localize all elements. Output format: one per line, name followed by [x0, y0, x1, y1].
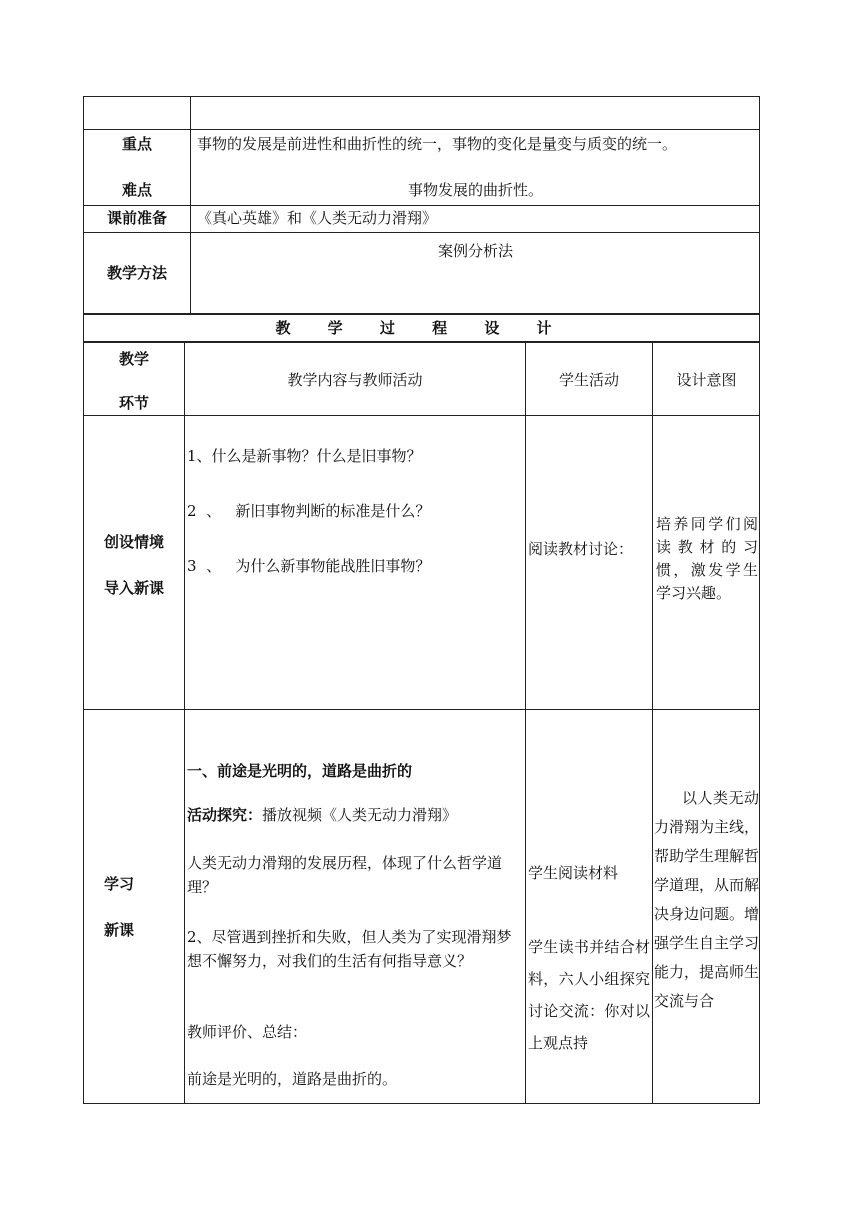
section2-question-2: 2、尽管遇到挫折和失败，但人类为了实现滑翔梦想不懈努力，对我们的生活有何指导意义？: [187, 928, 512, 970]
method-label: 教学方法: [106, 264, 167, 282]
section2-student-activity-1: 学生阅读材料: [528, 864, 619, 882]
section2-question-1: 人类无动力滑翔的发展历程，体现了什么哲学道理？: [187, 854, 503, 896]
divider: [83, 129, 760, 130]
activity-label: 活动探究：: [187, 806, 263, 824]
section2-stage-line2: 新课: [103, 921, 134, 939]
section1-stage-line1: 创设情境: [103, 533, 164, 551]
section1-design-intent: 培养同学们阅读教材的习惯，激发学生学习兴趣。: [656, 515, 758, 602]
section1-question-2: 2 、 新旧事物判断的标准是什么？: [187, 502, 431, 520]
header-intent: 设计意图: [676, 371, 737, 389]
divider: [83, 205, 760, 206]
key-point-text: 事物的发展是前进性和曲折性的统一，事物的变化是量变与质变的统一。: [197, 135, 678, 153]
process-title: 教 学 过 程 设 计: [275, 319, 568, 337]
divider: [83, 232, 760, 233]
section2-stage-line1: 学习: [103, 875, 134, 893]
divider: [652, 342, 653, 1104]
section2-teacher-evaluation: 教师评价、总结：: [187, 1023, 308, 1041]
section1-student-activity: 阅读教材讨论：: [528, 540, 634, 558]
header-stage-line2: 环节: [118, 394, 149, 412]
section2-summary: 前途是光明的，道路是曲折的。: [187, 1070, 398, 1088]
section2-activity: [187, 804, 457, 826]
section2-design-intent: 以人类无动力滑翔为主线，帮助学生理解哲学道理，从而解决身边问题。增强学生自主学习能力，提高师生交流与合: [654, 789, 759, 1010]
difficulty-text: 事物发展的曲折性。: [407, 181, 543, 199]
section2-heading: 一、前途是光明的，道路是曲折的: [187, 762, 413, 780]
divider: [184, 342, 185, 1104]
section1-stage-line2: 导入新课: [103, 579, 164, 597]
section1-question-3: 3 、 为什么新事物能战胜旧事物？: [187, 557, 431, 575]
prep-label: 课前准备: [106, 209, 167, 227]
header-content: 教学内容与教师活动: [287, 371, 423, 389]
divider: [190, 96, 191, 314]
header-student: 学生活动: [558, 371, 619, 389]
difficulty-label: 难点: [121, 181, 152, 199]
section2-student-activity-2: 学生读书并结合材料，六人小组探究讨论交流：你对以上观点持: [528, 938, 650, 1052]
key-point-label: 重点: [121, 135, 152, 153]
activity-text: 播放视频《人类无动力滑翔》: [262, 806, 458, 824]
method-text: 案例分析法: [437, 242, 513, 260]
section1-question-1: 1、什么是新事物？什么是旧事物？: [187, 447, 422, 465]
header-stage-line1: 教学: [118, 350, 149, 368]
prep-text: 《真心英雄》和《人类无动力滑翔》: [197, 209, 438, 227]
divider: [525, 342, 526, 1104]
